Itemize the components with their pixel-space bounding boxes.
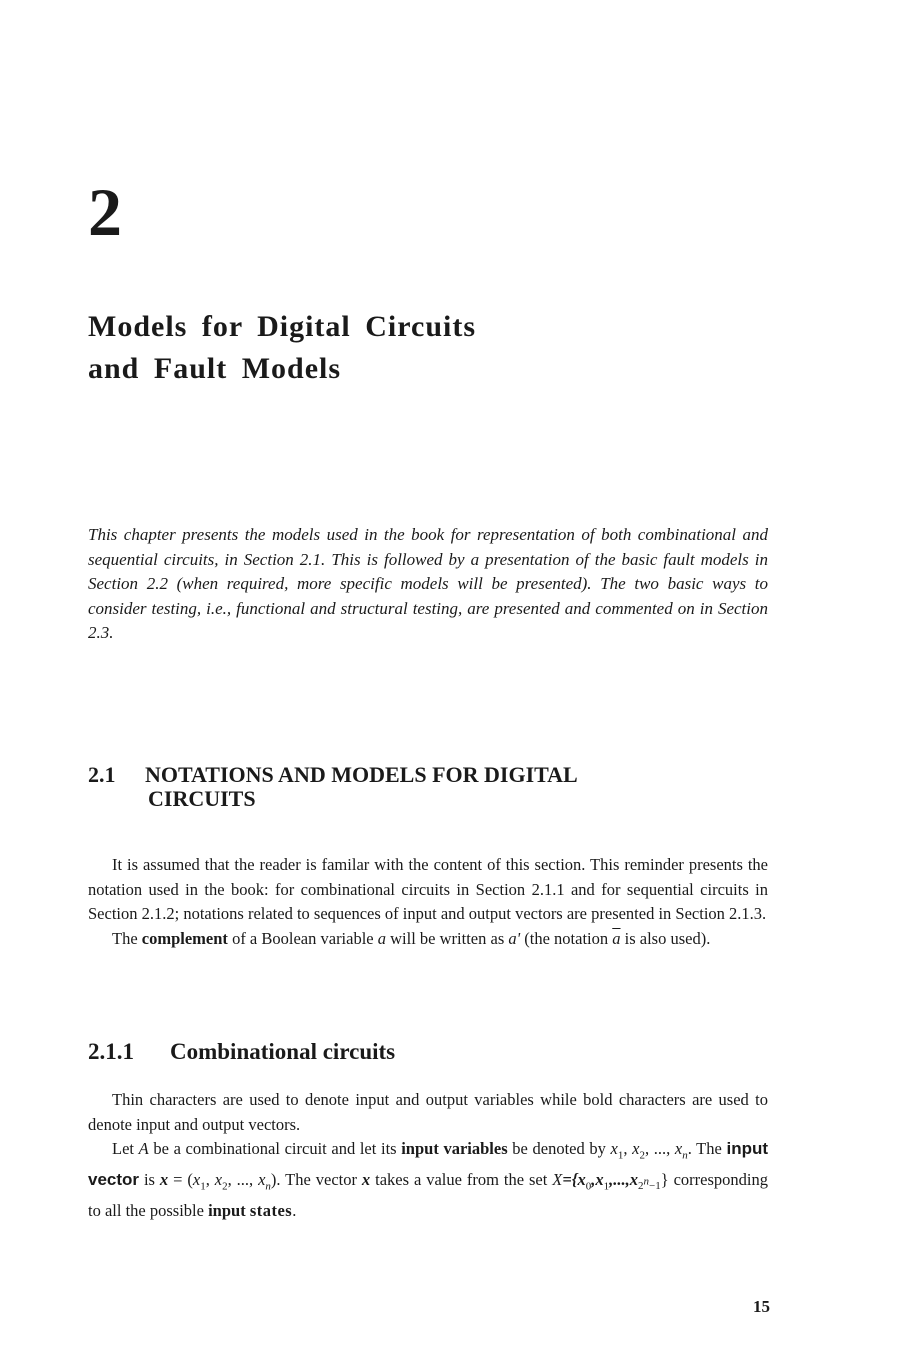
variable-x: x xyxy=(258,1169,266,1189)
text-run: will be written as xyxy=(386,928,509,948)
text-run: , xyxy=(623,1139,628,1158)
text-run: , ..., xyxy=(644,1139,675,1158)
text-run: . xyxy=(292,1200,297,1220)
text-run: . The xyxy=(687,1139,727,1158)
paragraph: It is assumed that the reader is familar with the content of this section. This reminder presents the notation used in the book: for combinational circuits in Section 2.1.1 and for sequential circuits in Section 2.1.2; notations related to sequences of input and output vectors are presented in Section 2.1.3. xyxy=(88,855,768,923)
variable-x: x xyxy=(192,1169,201,1189)
subscript: 2 xyxy=(639,1149,645,1162)
text-run: corresponding to all the possible xyxy=(88,1169,768,1220)
set-open: ={x xyxy=(562,1169,586,1189)
vector-x: x xyxy=(159,1169,169,1189)
chapter-abstract: This chapter presents the models used in the book for representation of both combinational and sequential circuits, in Section 2.1. This is followed by a presentation of the basic fault models in Section 2.2 (when required, more specific models will be presented). The two basic ways to consider testing, i.e., functional and structural testing, are presented and commented on in Section 2.3. xyxy=(88,525,768,642)
text-run: is also used). xyxy=(620,928,711,948)
section-heading-2-1 xyxy=(88,763,578,811)
paragraph: Thin characters are used to denote input and output variables while bold characters are used to denote input and output vectors. xyxy=(88,1090,768,1134)
subscript: 1 xyxy=(603,1180,610,1193)
subscript: 1 xyxy=(617,1149,624,1162)
text-run: = ( xyxy=(168,1169,193,1189)
page-number: 15 xyxy=(753,1297,770,1316)
subsection-number: 2.1.1 xyxy=(88,1039,134,1064)
term-input-variables: input variables xyxy=(401,1139,508,1158)
term-input-vector: input vector xyxy=(88,1139,769,1189)
subscript: n xyxy=(682,1149,688,1162)
text-run: The xyxy=(112,928,142,948)
text-run: be a combinational circuit and let its xyxy=(148,1139,402,1158)
variable-x: x xyxy=(214,1169,223,1189)
set-X: X xyxy=(552,1169,563,1189)
text-run: , ..., xyxy=(227,1169,259,1189)
vector-x: x xyxy=(361,1169,371,1189)
section-title-line-2: CIRCUITS xyxy=(148,786,256,811)
section-2-1-1-body xyxy=(88,1088,768,1223)
text-run: is xyxy=(139,1169,160,1189)
superscript: n xyxy=(643,1175,650,1188)
chapter-number: 2 xyxy=(88,174,122,250)
subsection-title: Combinational circuits xyxy=(170,1039,396,1064)
text-run: takes a value from the set xyxy=(370,1169,553,1189)
set-element: ,x xyxy=(591,1169,604,1189)
text-run: , xyxy=(205,1169,210,1189)
term-input: input xyxy=(208,1200,246,1220)
set-close: } xyxy=(660,1169,669,1189)
variable-x: x xyxy=(610,1139,618,1158)
set-element: ,...,x xyxy=(609,1169,639,1189)
text-run: ). The vector xyxy=(270,1169,362,1189)
subscript-tail: −1 xyxy=(649,1180,661,1193)
text-run: of a Boolean variable xyxy=(227,928,378,948)
paragraph-complement xyxy=(88,927,768,952)
variable-a: a xyxy=(377,928,387,948)
term-states: states xyxy=(249,1200,293,1220)
variable-x: x xyxy=(632,1139,640,1158)
subscript-base: 2 xyxy=(638,1180,644,1193)
variable-x: x xyxy=(674,1139,683,1158)
term-complement: complement xyxy=(141,928,228,948)
text-run: be denoted by xyxy=(507,1139,611,1158)
chapter-title xyxy=(88,306,476,390)
chapter-title-line-1: Models for Digital Circuits xyxy=(88,310,477,343)
chapter-title-line-2: and Fault Models xyxy=(88,352,342,385)
subscript: 1 xyxy=(200,1180,206,1193)
subscript: 0 xyxy=(585,1180,592,1193)
section-2-1-body xyxy=(88,853,768,951)
section-title-line-1: NOTATIONS AND MODELS FOR DIGITAL xyxy=(145,762,578,787)
variable-a-prime: a' xyxy=(508,928,521,948)
text-run: Let xyxy=(112,1139,139,1158)
variable-a-bar: $\overline{a}$ xyxy=(612,928,621,948)
variable-A: A xyxy=(138,1139,149,1158)
section-heading-2-1-1 xyxy=(88,1040,395,1064)
paragraph-input-vector xyxy=(88,1137,768,1223)
text-run: (the notation xyxy=(520,928,613,948)
subscript: 2 xyxy=(222,1180,228,1193)
section-number: 2.1 xyxy=(88,762,116,787)
subscript-last xyxy=(638,1175,661,1193)
subscript: n xyxy=(265,1180,271,1193)
